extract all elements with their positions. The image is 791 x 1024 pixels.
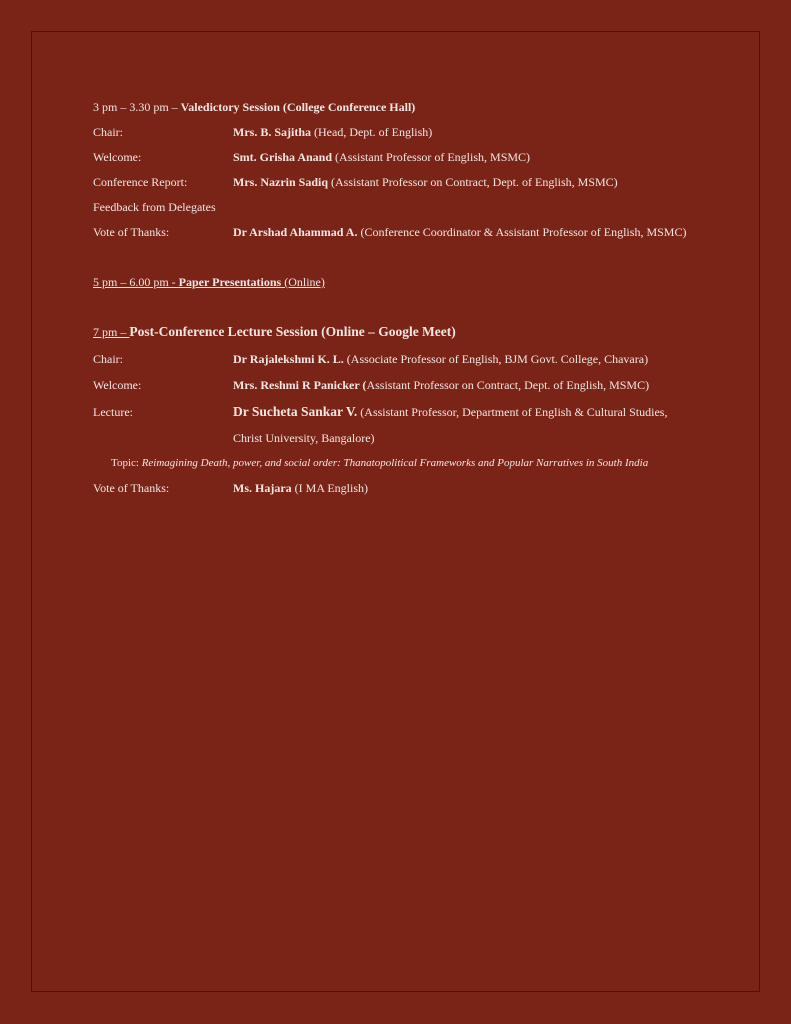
person-detail: (Conference Coordinator & Assistant Professor of English, MSMC) bbox=[357, 225, 687, 239]
person-detail: Assistant Professor on Contract, Dept. of English, MSMC) bbox=[366, 378, 650, 392]
topic-title: Reimagining Death, power, and social order: Thanatopolitical Frameworks and Popular Narratives in South India bbox=[141, 457, 649, 469]
topic-label: Topic: bbox=[111, 457, 142, 469]
valedictory-title: Valedictory Session (College Conference Hall) bbox=[180, 100, 416, 114]
row-label: Chair: bbox=[93, 125, 123, 139]
person-name: Ms. Hajara bbox=[233, 481, 292, 495]
person-name: Dr Arshad Ahammad A. bbox=[233, 225, 358, 239]
row-label: Welcome: bbox=[93, 150, 142, 164]
person-name: Smt. Grisha Anand bbox=[233, 150, 333, 164]
paper-title: Paper Presentations bbox=[178, 275, 282, 289]
row-label: Vote of Thanks: bbox=[93, 225, 170, 239]
paper-mode: (Online) bbox=[281, 275, 325, 289]
post-title: Post-Conference Lecture Session (Online – Google Meet) bbox=[129, 324, 456, 339]
row-label: Chair: bbox=[93, 352, 123, 366]
row-label: Conference Report: bbox=[93, 175, 188, 189]
person-detail: (Associate Professor of English, BJM Govt. College, Chavara) bbox=[343, 352, 649, 366]
row-label: Vote of Thanks: bbox=[93, 481, 170, 495]
row-label: Feedback from Delegates bbox=[93, 200, 216, 214]
row-label: Welcome: bbox=[93, 378, 142, 392]
lecture-affiliation-cont: Christ University, Bangalore) bbox=[233, 431, 375, 445]
valedictory-time: 3 pm – 3.30 pm – bbox=[93, 100, 181, 114]
lecture-topic bbox=[111, 456, 648, 470]
post-time: 7 pm – bbox=[93, 325, 130, 339]
valedictory-heading bbox=[93, 100, 415, 114]
person-detail: (Assistant Professor, Department of English & Cultural Studies, bbox=[357, 405, 668, 419]
person-detail: (Head, Dept. of English) bbox=[311, 125, 433, 139]
paper-time: 5 pm – 6.00 pm - bbox=[93, 275, 179, 289]
person-detail: (I MA English) bbox=[291, 481, 368, 495]
person-name: Mrs. Nazrin Sadiq bbox=[233, 175, 329, 189]
post-conference-heading bbox=[93, 325, 456, 339]
person-name: Mrs. Reshmi R Panicker ( bbox=[233, 378, 367, 392]
person-name: Dr Sucheta Sankar V. bbox=[233, 404, 358, 419]
person-detail: (Assistant Professor on Contract, Dept. of English, MSMC) bbox=[328, 175, 618, 189]
person-name: Dr Rajalekshmi K. L. bbox=[233, 352, 344, 366]
paper-presentations-heading bbox=[93, 275, 325, 289]
person-detail: (Assistant Professor of English, MSMC) bbox=[332, 150, 531, 164]
row-label: Lecture: bbox=[93, 405, 133, 419]
person-name: Mrs. B. Sajitha bbox=[233, 125, 311, 139]
